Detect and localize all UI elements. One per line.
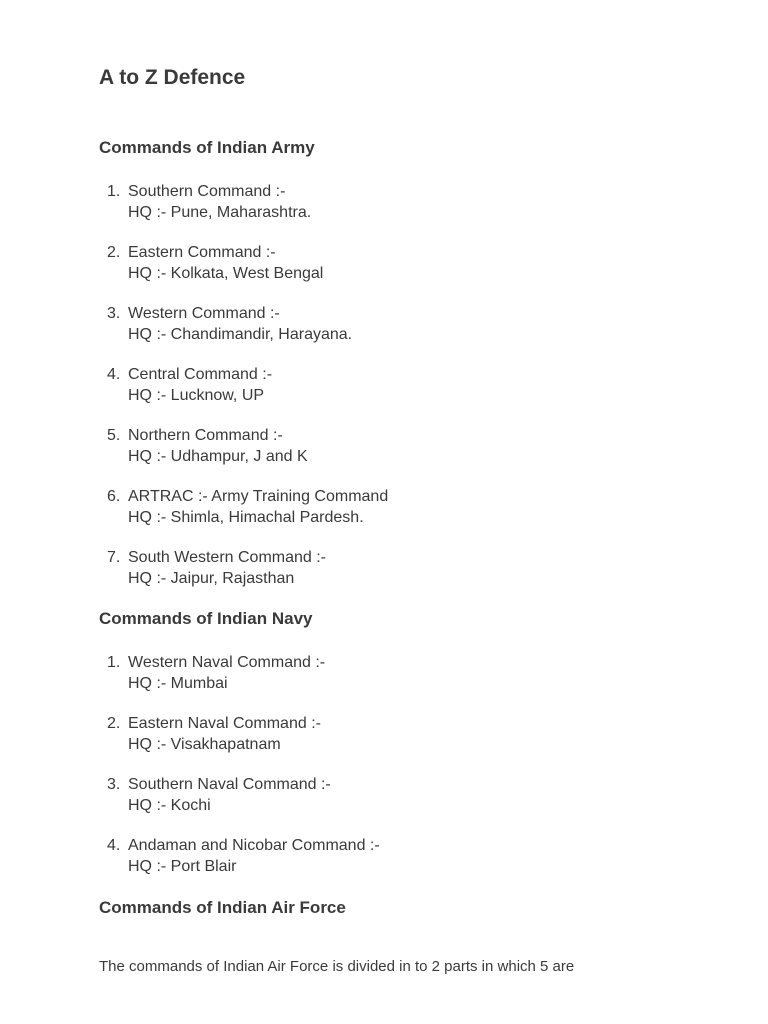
command-name: Southern Command :- — [128, 183, 286, 200]
command-name: ARTRAC :- Army Training Command — [128, 488, 389, 505]
command-name: Southern Naval Command :- — [128, 776, 331, 793]
item-number: 2. — [107, 715, 121, 732]
command-name: Eastern Command :- — [128, 244, 276, 261]
command-hq: HQ :- Port Blair — [128, 857, 237, 875]
list-item — [99, 243, 388, 284]
list-item — [99, 548, 388, 589]
item-number: 1. — [107, 183, 121, 200]
command-name: Western Naval Command :- — [128, 654, 326, 671]
item-number: 1. — [107, 654, 121, 671]
command-hq: HQ :- Lucknow, UP — [128, 386, 265, 404]
list-item — [99, 775, 380, 816]
list-item — [99, 365, 388, 406]
command-name: Western Command :- — [128, 305, 280, 322]
item-number: 4. — [107, 837, 121, 854]
command-name: Andaman and Nicobar Command :- — [128, 837, 380, 854]
list-item — [99, 714, 380, 755]
command-hq: HQ :- Shimla, Himachal Pardesh. — [128, 508, 364, 526]
army-command-list — [99, 182, 388, 609]
command-hq: HQ :- Kochi — [128, 796, 211, 814]
item-number: 7. — [107, 549, 121, 566]
navy-section-heading: Commands of Indian Navy — [99, 609, 313, 628]
command-hq: HQ :- Jaipur, Rajasthan — [128, 569, 295, 587]
item-number: 2. — [107, 244, 121, 261]
list-item — [99, 182, 388, 223]
list-item — [99, 836, 380, 877]
page-title: A to Z Defence — [99, 66, 246, 89]
command-hq: HQ :- Chandimandir, Harayana. — [128, 325, 353, 343]
navy-command-list — [99, 653, 380, 897]
list-item — [99, 426, 388, 467]
command-name: South Western Command :- — [128, 549, 327, 566]
list-item — [99, 487, 388, 528]
command-hq: HQ :- Kolkata, West Bengal — [128, 264, 324, 282]
command-name: Central Command :- — [128, 366, 273, 383]
item-number: 3. — [107, 776, 121, 793]
list-item — [99, 304, 388, 345]
item-number: 3. — [107, 305, 121, 322]
army-section-heading: Commands of Indian Army — [99, 138, 315, 157]
airforce-section-heading: Commands of Indian Air Force — [99, 898, 346, 917]
command-hq: HQ :- Visakhapatnam — [128, 735, 281, 753]
list-item — [99, 653, 380, 694]
command-hq: HQ :- Mumbai — [128, 674, 228, 692]
command-hq: HQ :- Pune, Maharashtra. — [128, 203, 312, 221]
airforce-intro-paragraph: The commands of Indian Air Force is divided in to 2 parts in which 5 are — [99, 958, 575, 975]
command-name: Northern Command :- — [128, 427, 283, 444]
item-number: 4. — [107, 366, 121, 383]
item-number: 5. — [107, 427, 121, 444]
command-name: Eastern Naval Command :- — [128, 715, 321, 732]
item-number: 6. — [107, 488, 121, 505]
command-hq: HQ :- Udhampur, J and K — [128, 447, 308, 465]
